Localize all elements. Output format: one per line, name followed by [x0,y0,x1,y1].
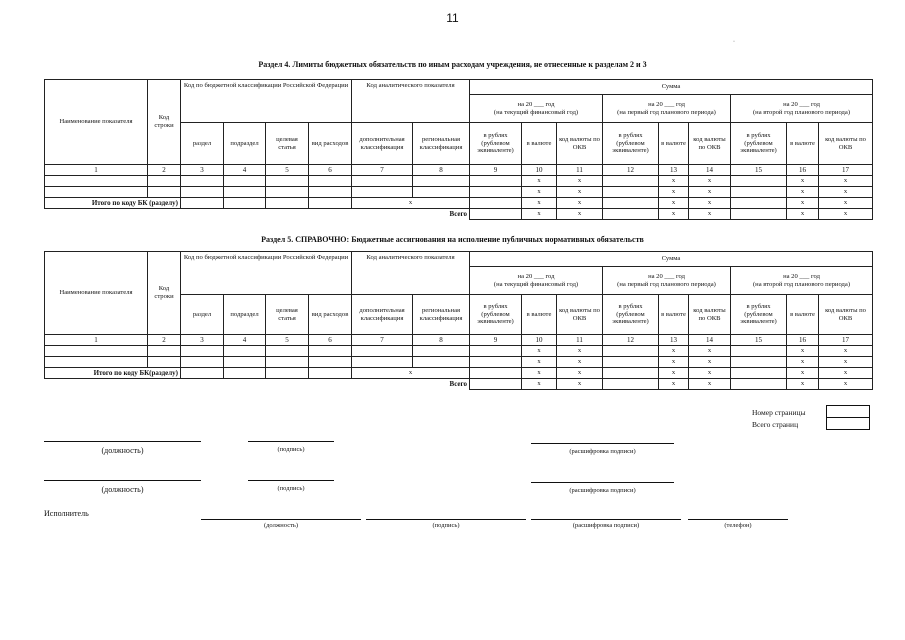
col-additional: дополнительная классификация [352,295,413,335]
section4-title: Раздел 4. Лимиты бюджетных обязательств по иным расходам учреждения, не отнесенные к разделам 2 и 3 [258,60,647,69]
col-number: 9 [470,335,522,346]
col-currency: в валюте [522,123,557,165]
col-number: 14 [689,165,731,176]
code-header: Код строки [148,252,181,335]
signature-caption: (подпись) [277,446,305,453]
col-number: 16 [787,165,819,176]
col-number: 9 [470,165,522,176]
col-number: 10 [522,335,557,346]
col-currency: в валюте [522,295,557,335]
col-additional: дополнительная классификация [352,123,413,165]
col-currency: в валюте [787,123,819,165]
stray-mark: · [733,39,735,45]
col-currency: в валюте [787,295,819,335]
col-number: 15 [731,335,787,346]
col-number: 6 [309,335,352,346]
total-all-label: Всего [449,210,468,219]
table-row: x x x x x x [45,357,873,368]
col-number: 7 [352,165,413,176]
col-number: 14 [689,335,731,346]
table-row: x x x x x x [45,176,873,187]
executor-signature-caption: (подпись) [432,522,460,529]
decryption-caption: (расшифровка подписи) [569,448,636,455]
page-number-label: Номер страницы [752,408,806,417]
section5-table [44,251,873,390]
col-number: 16 [787,335,819,346]
col-okv: код валюты по ОКВ [819,295,873,335]
bk-header: Код по бюджетной классификации Российской Федерации [181,80,352,123]
total-all-row: Всего x x x x x x [45,209,873,220]
bk-header: Код по бюджетной классификации Российской Федерации [181,252,352,295]
year-first-header: на 20 ___ год (на первый год планового периода) [603,95,731,123]
position-line[interactable] [44,480,201,481]
analytic-header: Код аналитического показателя [352,252,470,295]
col-regional: региональная классификация [413,123,470,165]
total-pages-label: Всего страниц [752,420,799,429]
executor-decryption-line[interactable] [531,519,681,520]
year-second-header: на 20 ___ год (на второй год планового периода) [731,267,873,295]
sum-header: Сумма [470,252,873,267]
col-number: 17 [819,335,873,346]
col-number: 10 [522,165,557,176]
col-number: 4 [224,165,266,176]
executor-position-line[interactable] [201,519,361,520]
executor-decryption-caption: (расшифровка подписи) [572,522,640,529]
code-header: Код строки [148,80,181,165]
col-rub: в рублях (рублевом эквиваленте) [470,123,522,165]
col-number: 7 [352,335,413,346]
analytic-header: Код аналитического показателя [352,80,470,123]
table-row: x x x x x x [45,187,873,198]
col-rub: в рублях (рублевом эквиваленте) [731,295,787,335]
position-line[interactable] [44,441,201,442]
col-type: вид расходов [309,295,352,335]
col-okv: код валюты по ОКВ [819,123,873,165]
total-bk-label: Итого по коду БК(разделу) [45,368,181,379]
col-okv: код валюты по ОКВ [557,295,603,335]
col-currency: в валюте [659,295,689,335]
executor-position-caption: (должность) [263,522,299,529]
col-number: 8 [413,165,470,176]
name-header: Наименование показателя [45,80,148,165]
total-pages-box[interactable] [826,417,870,430]
executor-signature-line[interactable] [366,519,526,520]
signature-caption: (подпись) [277,485,305,492]
signature-line[interactable] [248,480,334,481]
decryption-line[interactable] [531,443,674,444]
col-number: 2 [148,165,181,176]
total-bk-row: Итого по коду БК (разделу) x x x x x x x [45,198,873,209]
col-number: 5 [266,165,309,176]
col-podrazdel: подраздел [224,295,266,335]
col-rub: в рублях (рублевом эквиваленте) [603,123,659,165]
col-okv: код валюты по ОКВ [689,123,731,165]
col-number: 5 [266,335,309,346]
position-caption: (должность) [101,485,144,494]
year-second-header: на 20 ___ год (на второй год планового периода) [731,95,873,123]
year-first-header: на 20 ___ год (на первый год планового периода) [603,267,731,295]
col-podrazdel: подраздел [224,123,266,165]
col-target: целевая статья [266,123,309,165]
col-number: 13 [659,165,689,176]
col-number: 11 [557,165,603,176]
year-current-header: на 20 ___ год (на текущий финансовый год) [470,95,603,123]
total-bk-row: Итого по коду БК(разделу) x x x x x x x [45,368,873,379]
col-number: 12 [603,335,659,346]
col-razdel: раздел [181,295,224,335]
executor-phone-line[interactable] [688,519,788,520]
col-number: 15 [731,165,787,176]
table-row: x x x x x x [45,346,873,357]
col-rub: в рублях (рублевом эквиваленте) [731,123,787,165]
col-number: 3 [181,335,224,346]
col-number: 1 [45,165,148,176]
column-numbers-row [45,165,873,176]
name-header: Наименование показателя [45,252,148,335]
total-all-label: Всего [449,380,468,389]
decryption-line[interactable] [531,482,674,483]
sum-header: Сумма [470,80,873,95]
col-regional: региональная классификация [413,295,470,335]
col-razdel: раздел [181,123,224,165]
total-all-row: Всего x x x x x x [45,379,873,390]
executor-phone-caption: (телефон) [724,522,752,529]
col-number: 17 [819,165,873,176]
col-rub: в рублях (рублевом эквиваленте) [470,295,522,335]
position-caption: (должность) [101,446,144,455]
col-number: 4 [224,335,266,346]
col-rub: в рублях (рублевом эквиваленте) [603,295,659,335]
col-okv: код валюты по ОКВ [689,295,731,335]
col-target: целевая статья [266,295,309,335]
col-number: 12 [603,165,659,176]
col-number: 6 [309,165,352,176]
col-number: 11 [557,335,603,346]
page-number: 11 [446,11,459,25]
total-bk-label: Итого по коду БК (разделу) [45,198,181,209]
year-current-header: на 20 ___ год (на текущий финансовый год) [470,267,603,295]
col-number: 8 [413,335,470,346]
signature-line[interactable] [248,441,334,442]
col-currency: в валюте [659,123,689,165]
column-numbers-row [45,335,873,346]
col-number: 3 [181,165,224,176]
col-okv: код валюты по ОКВ [557,123,603,165]
executor-label: Исполнитель [44,509,89,518]
col-number: 2 [148,335,181,346]
section4-table [44,79,873,220]
col-number: 13 [659,335,689,346]
col-number: 1 [45,335,148,346]
decryption-caption: (расшифровка подписи) [569,487,636,494]
col-type: вид расходов [309,123,352,165]
section5-title: Раздел 5. СПРАВОЧНО: Бюджетные ассигнования на исполнение публичных нормативных обязательств [261,235,644,244]
